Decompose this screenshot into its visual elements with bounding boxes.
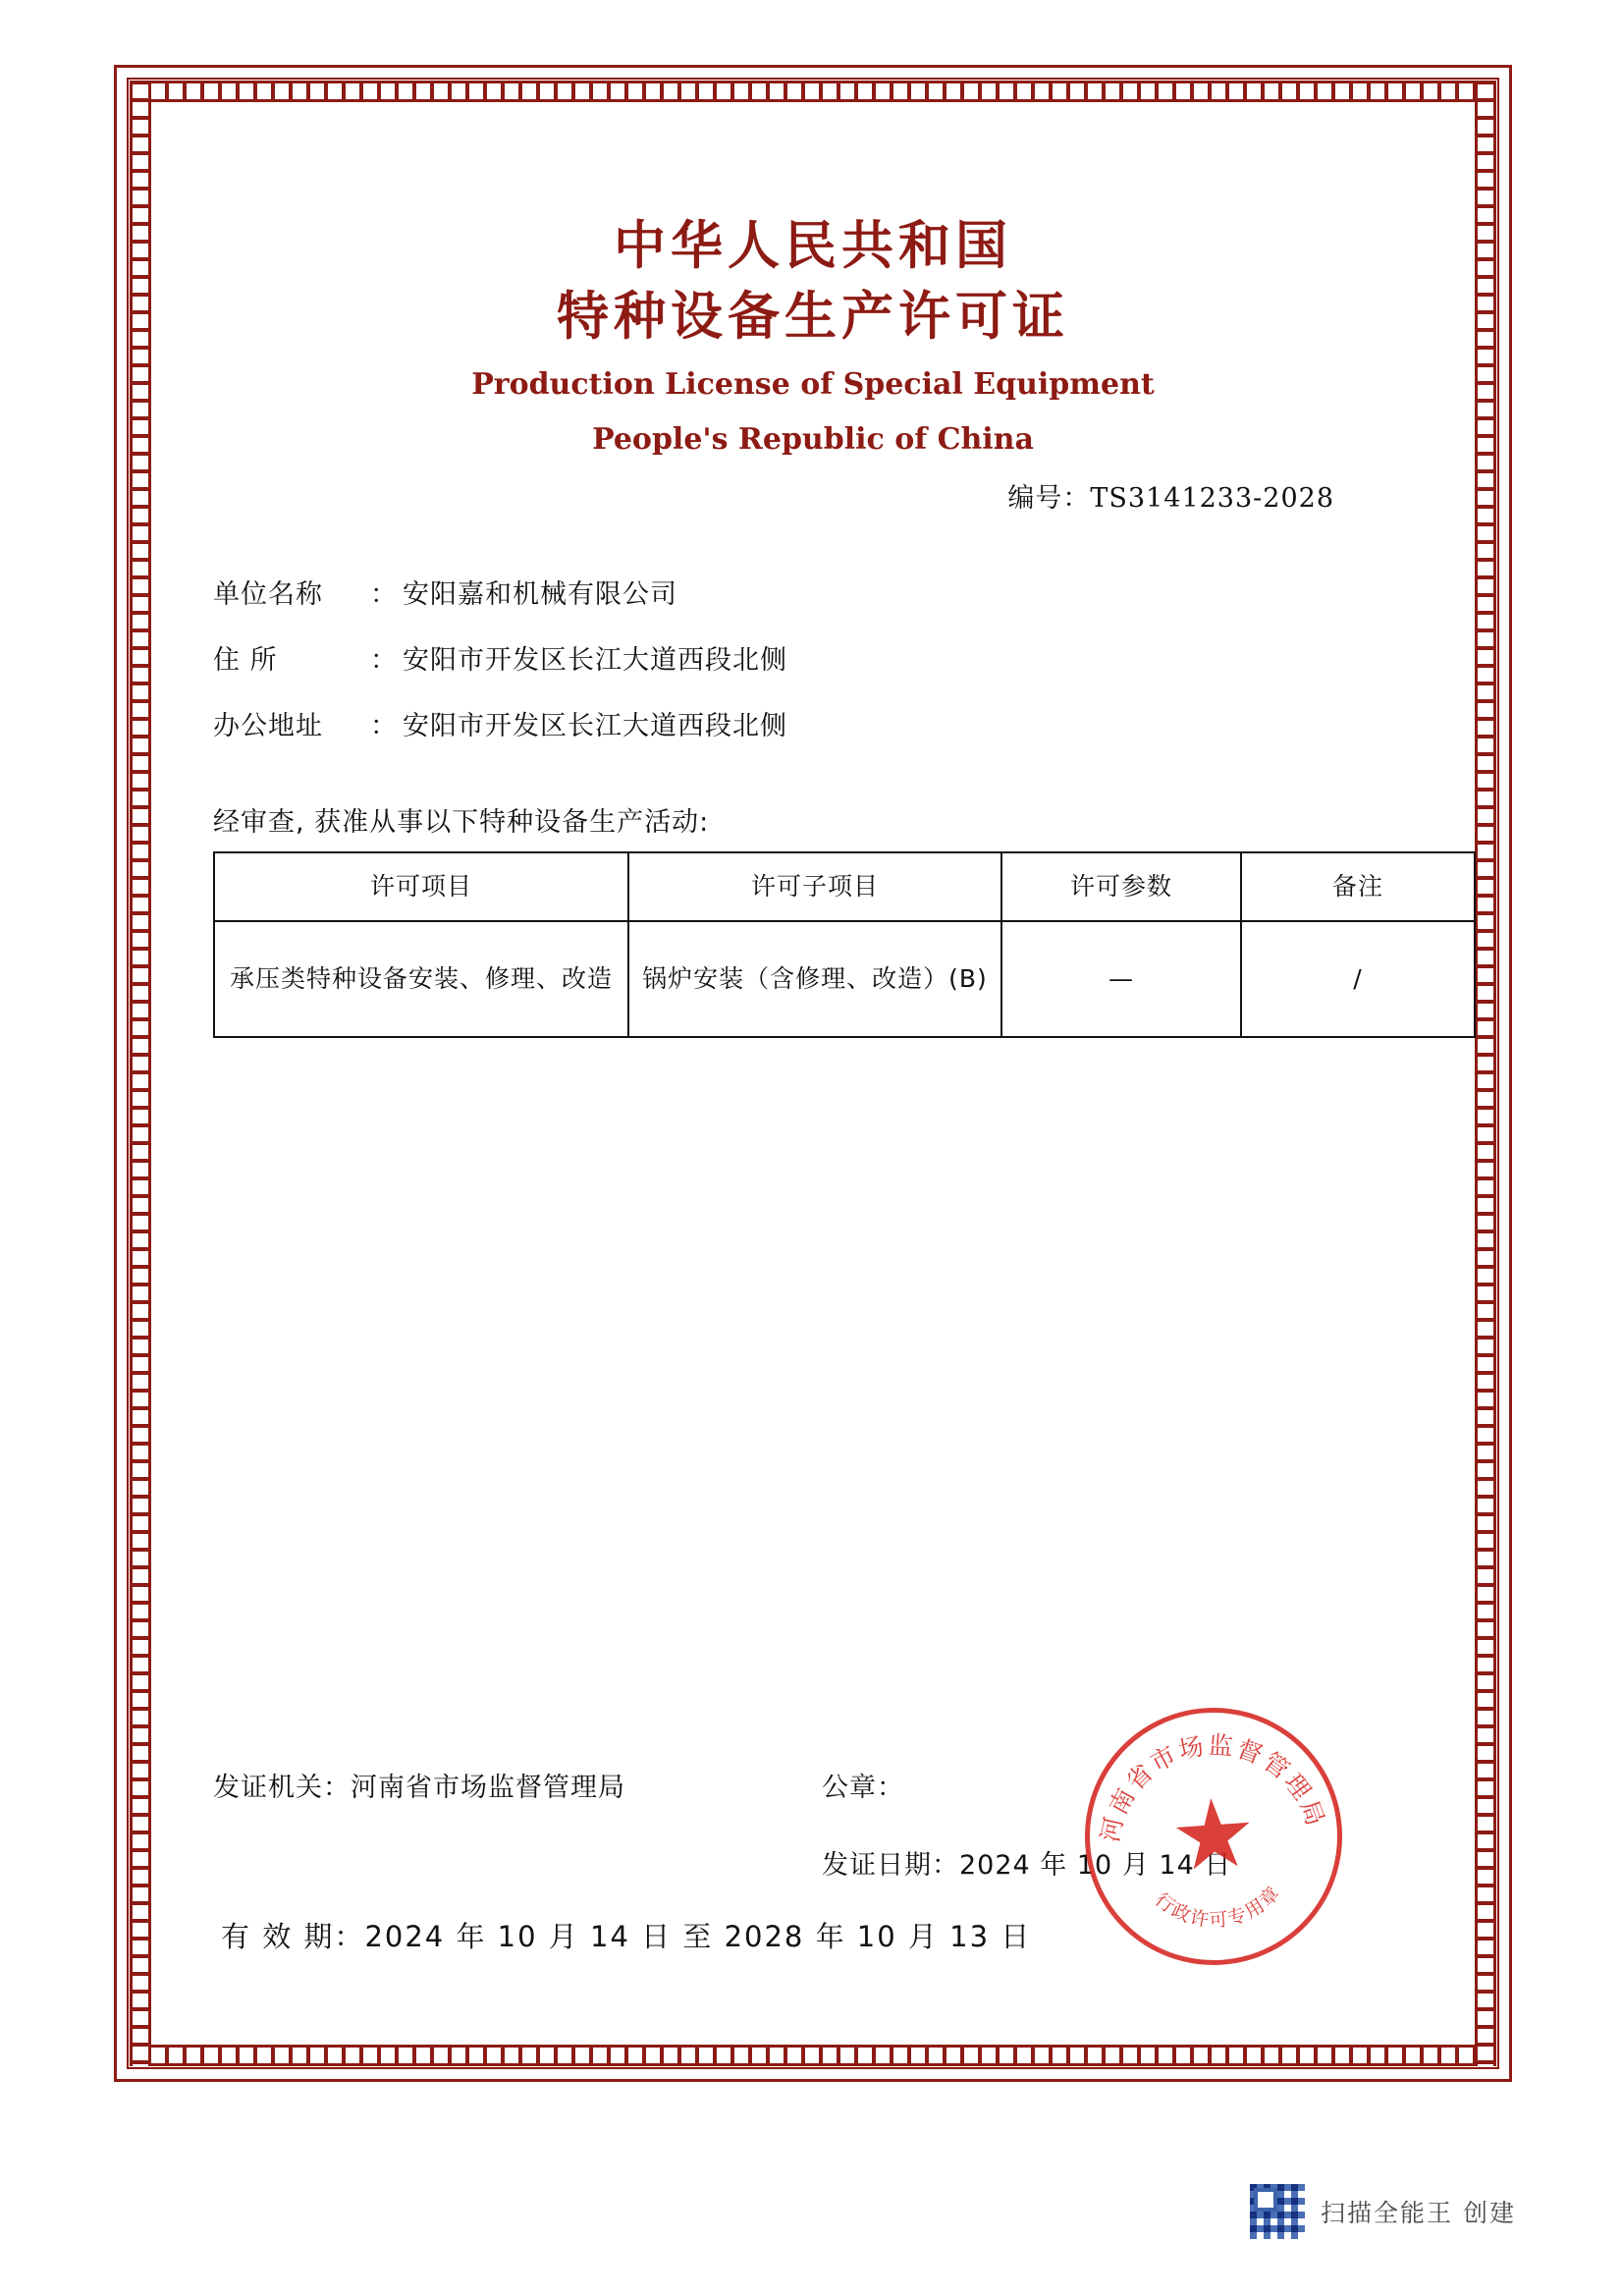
field-office-address-colon: ： bbox=[370, 711, 397, 741]
serial-number-row bbox=[1007, 476, 1334, 515]
table-cell-subitem: 锅炉安装（含修理、改造）(B) bbox=[628, 921, 1001, 1037]
issuing-authority-value: 河南省市场监督管理局 bbox=[351, 1773, 625, 1803]
field-residence-label: 住 所 bbox=[213, 645, 278, 676]
title-chinese-line1: 中华人民共和国 bbox=[614, 216, 1012, 276]
table-cell-item: 承压类特种设备安装、修理、改造 bbox=[214, 921, 628, 1037]
frame-band-right bbox=[1475, 81, 1496, 2066]
permission-table bbox=[213, 851, 1476, 1038]
table-header-subitem: 许可子项目 bbox=[628, 852, 1001, 921]
seal-bottom-text bbox=[1150, 1881, 1287, 1936]
frame-band-left bbox=[130, 81, 151, 2066]
table-cell-remark: / bbox=[1241, 921, 1475, 1037]
table-header-parameter: 许可参数 bbox=[1001, 852, 1241, 921]
info-fields bbox=[213, 573, 1425, 770]
seal-arc-text bbox=[1082, 1705, 1346, 1969]
title-english-line2: People's Republic of China bbox=[592, 422, 1034, 457]
field-company-name bbox=[213, 573, 1425, 611]
validity-value: 2024 年 10 月 14 日 至 2028 年 10 月 13 日 bbox=[364, 1920, 1032, 1953]
table-cell-parameter: — bbox=[1001, 921, 1241, 1037]
serial-number-value: TS3141233-2028 bbox=[1090, 483, 1334, 514]
certificate-body bbox=[162, 113, 1464, 2034]
field-residence-colon: ： bbox=[370, 645, 397, 676]
field-company-name-colon: ： bbox=[370, 579, 397, 610]
watermark-text: 扫描全能王 创建 bbox=[1321, 2199, 1516, 2227]
footer-watermark bbox=[1248, 2182, 1516, 2241]
table-row bbox=[214, 921, 1475, 1037]
issuing-authority bbox=[213, 1766, 822, 1804]
issue-date-label: 发证日期： bbox=[822, 1850, 959, 1881]
table-header-row bbox=[214, 852, 1475, 921]
field-office-address-label: 办公地址 bbox=[213, 711, 323, 741]
title-english-line1: Production License of Special Equipment bbox=[471, 367, 1155, 402]
seal-label: 公章： bbox=[822, 1773, 904, 1803]
issuing-authority-label: 发证机关： bbox=[213, 1773, 351, 1803]
approval-statement: 经审查, 获准从事以下特种设备生产活动: bbox=[213, 807, 710, 838]
serial-number-label: 编号： bbox=[1007, 483, 1091, 514]
field-company-name-label: 单位名称 bbox=[213, 579, 323, 610]
field-office-address-value: 安阳市开发区长江大道西段北侧 bbox=[403, 711, 787, 741]
field-residence bbox=[213, 638, 1425, 677]
seal-top-text bbox=[1089, 1722, 1331, 1846]
field-office-address bbox=[213, 704, 1425, 742]
qr-code-icon bbox=[1248, 2182, 1307, 2241]
issue-date-value: 2024 年 10 月 14 日 bbox=[959, 1850, 1232, 1881]
title-block bbox=[162, 211, 1464, 463]
frame-band-top bbox=[130, 81, 1496, 102]
field-company-name-value: 安阳嘉和机械有限公司 bbox=[403, 579, 677, 610]
field-residence-value: 安阳市开发区长江大道西段北侧 bbox=[403, 645, 787, 676]
official-seal bbox=[1076, 1699, 1351, 1974]
frame-band-bottom bbox=[130, 2045, 1496, 2066]
table-header-remark: 备注 bbox=[1241, 852, 1475, 921]
table-header-item: 许可项目 bbox=[214, 852, 628, 921]
validity-label: 有 效 期： bbox=[221, 1920, 365, 1953]
seal-bottom-textpath: 行政许可专用章 bbox=[1151, 1881, 1286, 1933]
seal-top-textpath: 河南省市场监督管理局 bbox=[1095, 1730, 1331, 1845]
certificate-frame bbox=[114, 65, 1512, 2082]
title-chinese-line2: 特种设备生产许可证 bbox=[557, 287, 1069, 347]
